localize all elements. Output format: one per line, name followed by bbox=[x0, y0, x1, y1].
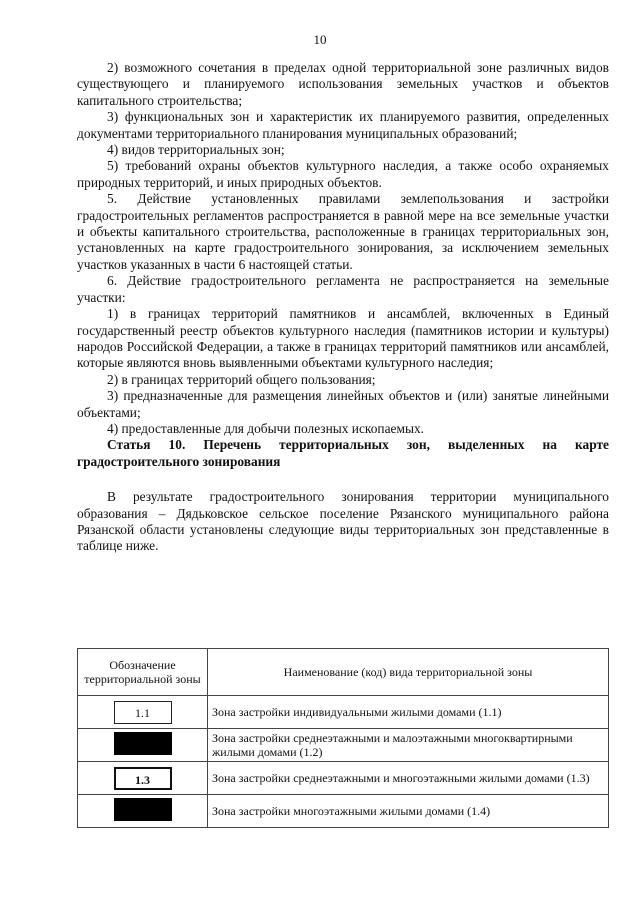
zone-code-cell bbox=[78, 762, 208, 795]
document-body bbox=[77, 60, 609, 555]
zone-code-cell bbox=[78, 729, 208, 762]
paragraph: 3) предназначенные для размещения линейных объектов и (или) занятые линейными объектами; bbox=[77, 388, 609, 420]
table-row bbox=[78, 762, 609, 795]
paragraph: 5) требований охраны объектов культурного наследия, а также особо охраняемых природных территорий, и иных природных объектов. bbox=[77, 158, 609, 190]
zone-swatch bbox=[114, 798, 172, 821]
page-number: 10 bbox=[313, 32, 327, 47]
table-row bbox=[78, 795, 609, 828]
zones-table bbox=[77, 648, 609, 828]
paragraph: 4) предоставленные для добычи полезных ископаемых. bbox=[107, 420, 425, 436]
zone-swatch bbox=[114, 732, 172, 755]
paragraph: 2) в границах территорий общего пользования; bbox=[107, 371, 376, 387]
zone-name: Зона застройки среднеэтажными и малоэтажными многоквартирными жилыми домами (1.2) bbox=[208, 729, 609, 762]
table-row bbox=[78, 696, 609, 729]
zone-code-cell bbox=[78, 696, 208, 729]
header-name: Наименование (код) вида территориальной зоны bbox=[208, 649, 609, 696]
paragraph: 4) видов территориальных зон; bbox=[107, 142, 285, 158]
zone-swatch: 1.3 bbox=[114, 767, 172, 790]
paragraph: 3) функциональных зон и характеристик их планируемого развития, определенных документами территориального планирования муниципальных образований; bbox=[77, 109, 609, 141]
zone-swatch: 1.1 bbox=[114, 701, 172, 724]
paragraph: 6. Действие градостроительного регламента не распространяется на земельные участки: bbox=[77, 273, 609, 305]
intro-paragraph: В результате градостроительного зонирования территории муниципального образования – Дядьковское сельское поселение Рязанского муниципального района Рязанской области установлены следующие виды территориальных зон представленные в таблице ниже. bbox=[77, 489, 609, 554]
table-header-row bbox=[78, 649, 609, 696]
paragraph: 5. Действие установленных правилами землепользования и застройки градостроительных регламентов распространяется в равной мере на все земельные участки и объекты капитального строительства, расположенные в границах территориальных зон, установленных на карте градостроительного зонирования, за исключением земельных участков указанных в части 6 настоящей статьи. bbox=[77, 191, 609, 272]
table-row bbox=[78, 729, 609, 762]
paragraph: 1) в границах территорий памятников и ансамблей, включенных в Единый государственный реестр объектов культурного наследия (памятников истории и культуры) народов Российской Федерации, а также в границах территорий памятников или ансамблей, которые являются вновь выявленными объектами культурного наследия; bbox=[77, 306, 609, 371]
zone-name: Зона застройки многоэтажными жилыми домами (1.4) bbox=[208, 795, 609, 828]
zone-name: Зона застройки среднеэтажными и многоэтажными жилыми домами (1.3) bbox=[208, 762, 609, 795]
zone-name: Зона застройки индивидуальными жилыми домами (1.1) bbox=[208, 696, 609, 729]
header-code: Обозначение территориальной зоны bbox=[78, 649, 208, 696]
article-heading: Статья 10. Перечень территориальных зон, выделенных на карте градостроительного зонирования bbox=[77, 437, 609, 469]
paragraph: 2) возможного сочетания в пределах одной территориальной зоне различных видов существующего и планируемого использования земельных участков и объектов капитального строительства; bbox=[77, 60, 609, 108]
zone-code-cell bbox=[78, 795, 208, 828]
